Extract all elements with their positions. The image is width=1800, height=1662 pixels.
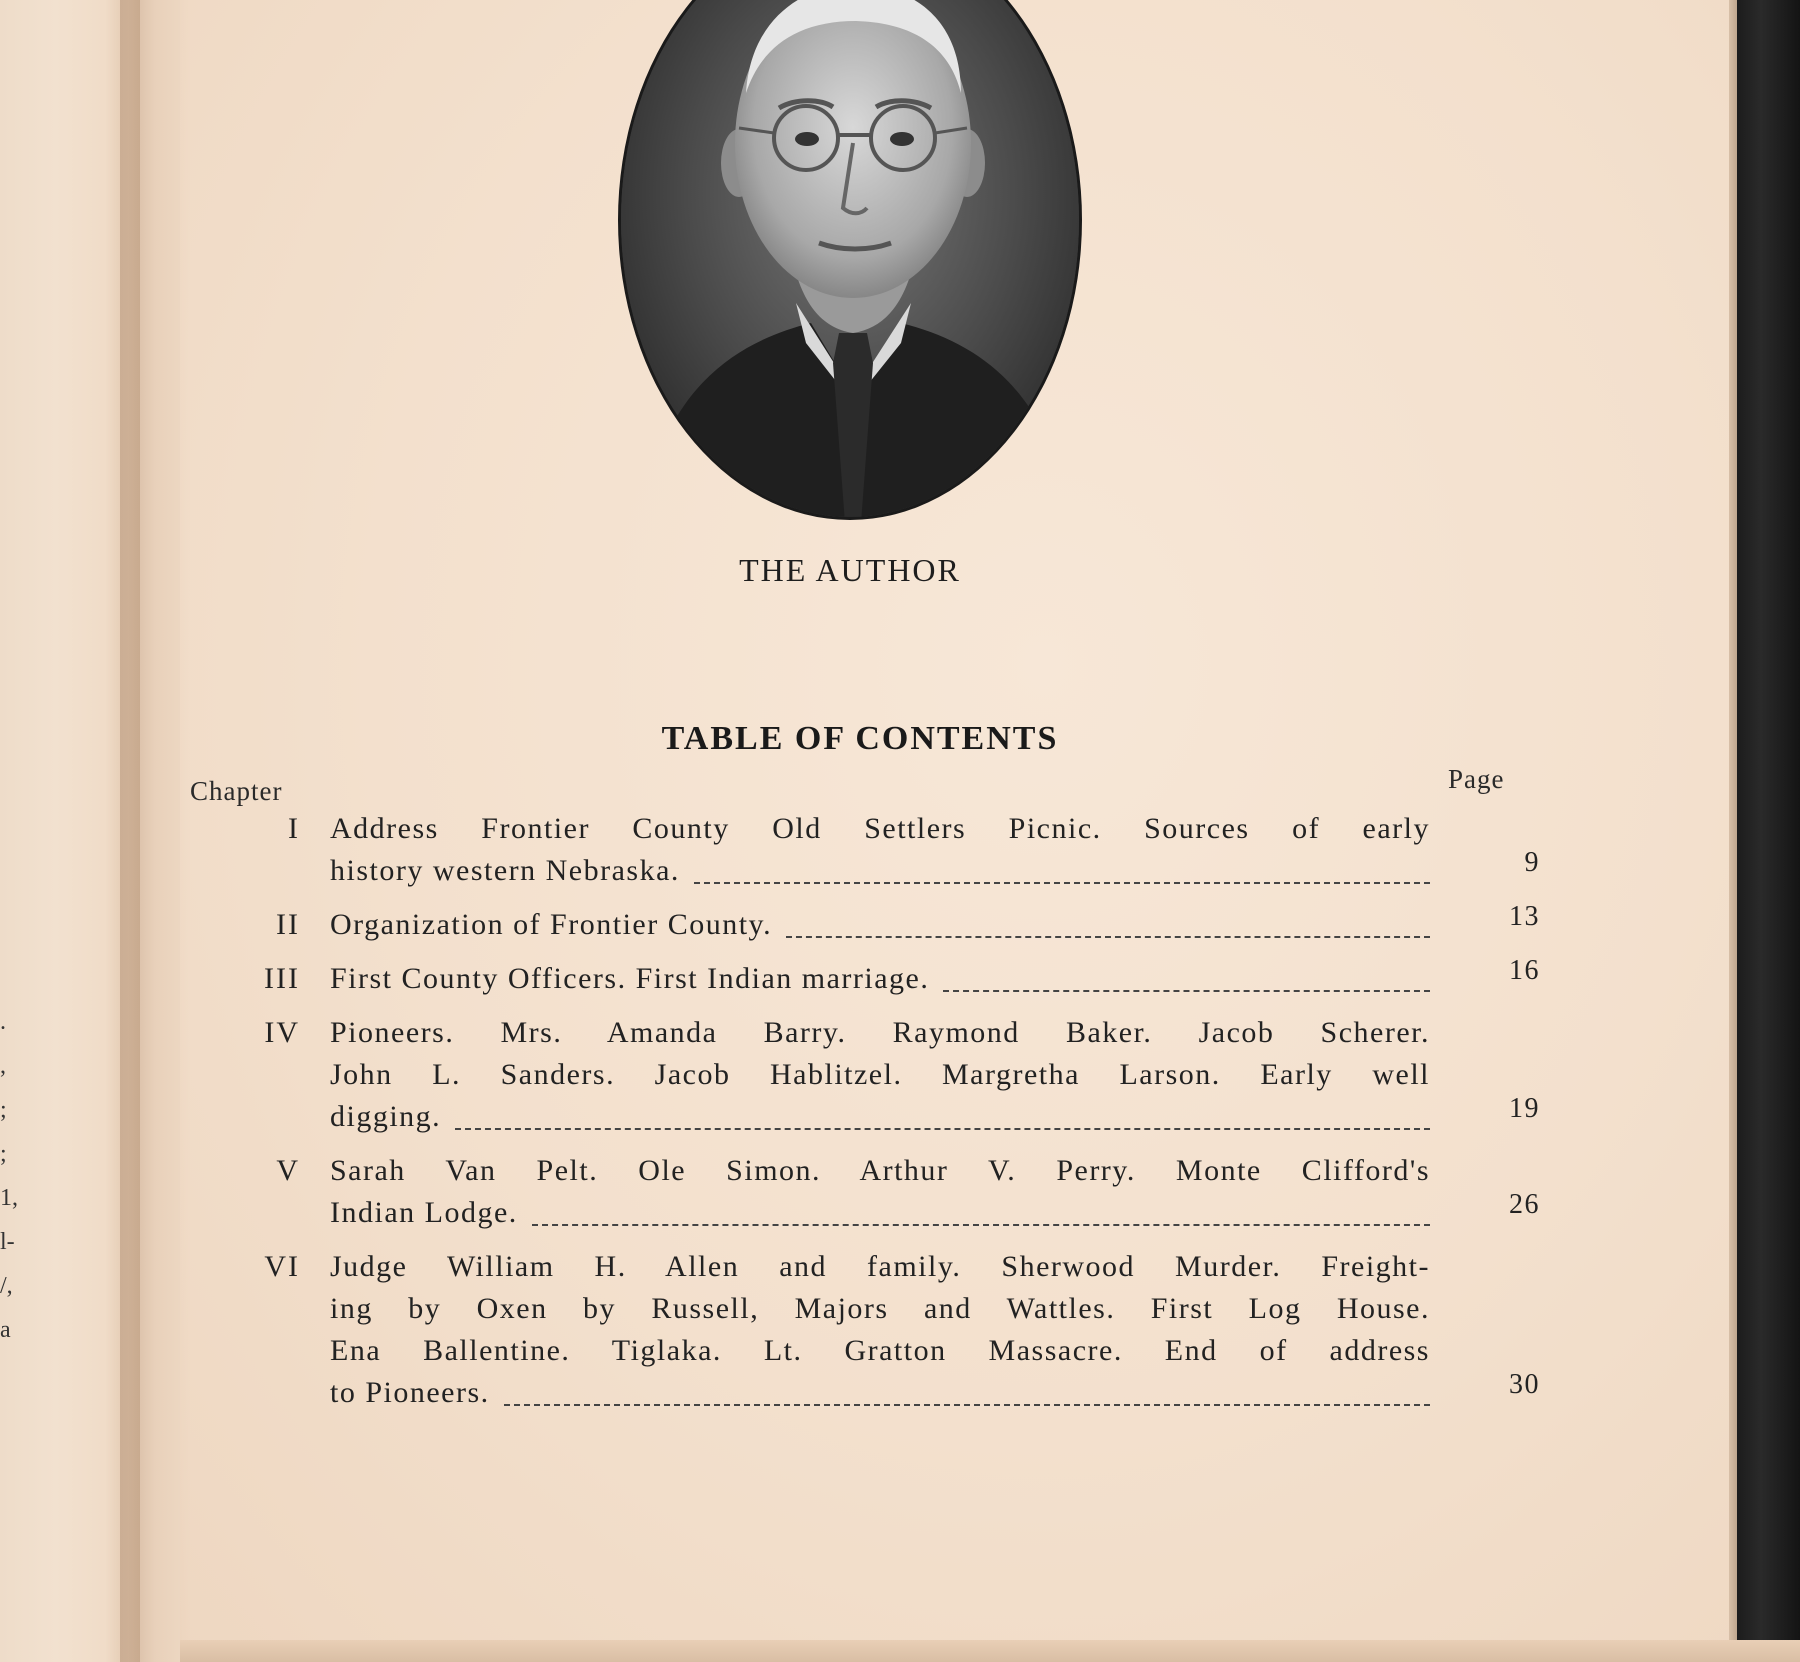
toc-leader-dashes	[943, 990, 1430, 992]
toc-description-text: Organization of Frontier County.	[330, 908, 773, 941]
toc-leader-dashes	[532, 1224, 1430, 1226]
toc-description-line: Address Frontier County Old Settlers Picnic. Sources of early	[330, 812, 1430, 845]
toc-entry	[190, 808, 1540, 892]
toc-chapter-description	[330, 1246, 1430, 1414]
toc-page-number: 19	[1509, 1093, 1540, 1124]
toc-chapter-number: I	[288, 812, 300, 845]
toc-list	[190, 808, 1540, 1426]
toc-description-last-line	[330, 958, 1430, 1000]
toc-description-text: digging.	[330, 1100, 442, 1133]
left-mark: .	[0, 1009, 6, 1035]
toc-description-last-line	[330, 904, 1430, 946]
toc-page-number: 9	[1524, 847, 1540, 878]
left-mark: ;	[0, 1141, 7, 1167]
left-mark: ,	[0, 1053, 6, 1079]
toc-chapter-number: II	[276, 908, 300, 941]
toc-chapter-description	[330, 904, 1430, 946]
toc-title: TABLE OF CONTENTS	[661, 720, 1059, 757]
toc-chapter-number: III	[264, 962, 300, 995]
toc-leader-dashes	[786, 936, 1430, 938]
toc-chapter-description	[330, 1012, 1430, 1138]
toc-page-number: 26	[1509, 1189, 1540, 1220]
toc-chapter-description	[330, 1150, 1430, 1234]
toc-description-line: ing by Oxen by Russell, Majors and Wattles. First Log House.	[330, 1292, 1430, 1325]
toc-entry	[190, 901, 1540, 946]
toc-description-last-line	[330, 1192, 1430, 1234]
toc-leader-dashes	[455, 1128, 1430, 1130]
toc-entry	[190, 1150, 1540, 1234]
toc-description-last-line	[330, 850, 1430, 892]
chapter-column-header: Chapter	[190, 776, 283, 806]
toc-description-line: John L. Sanders. Jacob Hablitzel. Margretha Larson. Early well	[330, 1058, 1430, 1091]
toc-description-last-line	[330, 1372, 1430, 1414]
toc-description-line: Ena Ballentine. Tiglaka. Lt. Gratton Massacre. End of address	[330, 1334, 1430, 1367]
toc-chapter-number: IV	[264, 1016, 300, 1049]
toc-description-line: Pioneers. Mrs. Amanda Barry. Raymond Baker. Jacob Scherer.	[330, 1016, 1430, 1049]
toc-page-number: 16	[1509, 955, 1540, 986]
book-cover-edge	[1735, 0, 1800, 1662]
toc-leader-dashes	[504, 1404, 1430, 1406]
book-gutter	[120, 0, 190, 1662]
toc-entry	[190, 1246, 1540, 1414]
toc-chapter-description	[330, 808, 1430, 892]
left-mark: l-	[0, 1229, 15, 1255]
toc-entry	[190, 955, 1540, 1000]
toc-description-line: Sarah Van Pelt. Ole Simon. Arthur V. Perry. Monte Clifford's	[330, 1154, 1430, 1187]
toc-chapter-number: VI	[264, 1250, 300, 1283]
toc-entry	[190, 1012, 1540, 1138]
left-page	[0, 0, 140, 1662]
portrait-caption: THE AUTHOR	[739, 552, 961, 588]
page-bottom-edge	[180, 1640, 1800, 1662]
toc-description-text: history western Nebraska.	[330, 854, 680, 887]
left-mark: /,	[0, 1273, 13, 1299]
left-page-text-fragments	[0, 1000, 20, 1352]
toc-description-last-line	[330, 1096, 1430, 1138]
toc-description-text: First County Officers. First Indian marriage.	[330, 962, 930, 995]
toc-page-number: 30	[1509, 1369, 1540, 1400]
left-mark: ;	[0, 1097, 7, 1123]
toc-description-line: Judge William H. Allen and family. Sherwood Murder. Freight-	[330, 1250, 1430, 1283]
toc-description-text: to Pioneers.	[330, 1376, 490, 1409]
toc-chapter-number: V	[276, 1154, 300, 1187]
left-mark: 1,	[0, 1185, 18, 1211]
left-mark: a	[0, 1317, 11, 1343]
toc-description-text: Indian Lodge.	[330, 1196, 518, 1229]
toc-page-number: 13	[1509, 901, 1540, 932]
page-column-header: Page	[1448, 764, 1505, 794]
toc-chapter-description	[330, 958, 1430, 1000]
toc-leader-dashes	[694, 882, 1430, 884]
